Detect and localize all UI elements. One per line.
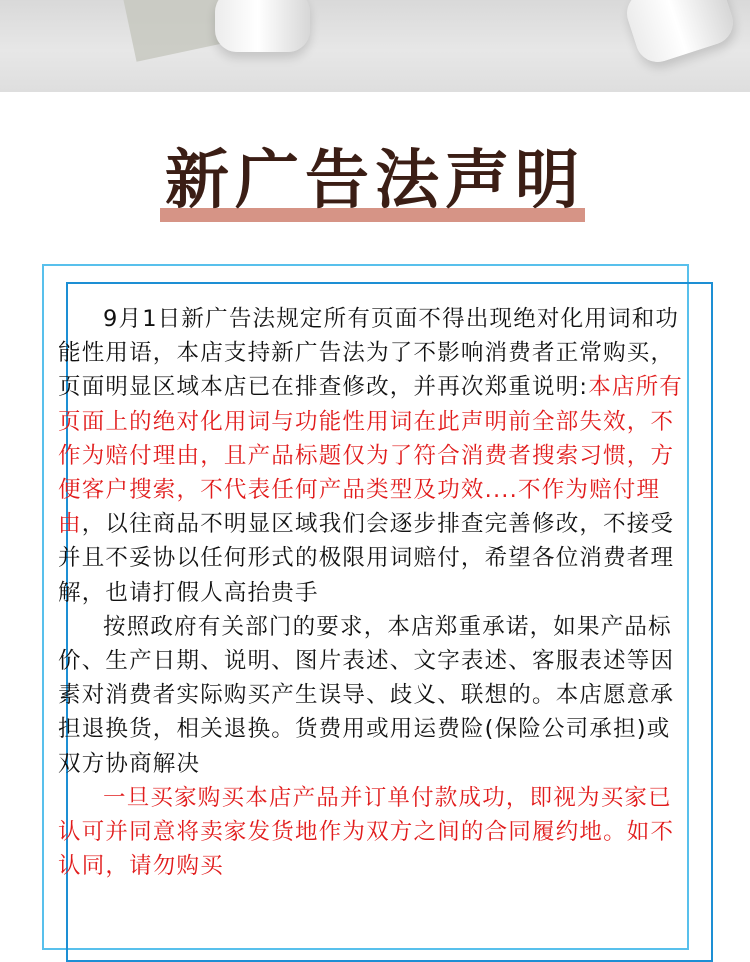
paragraph-2-text: 按照政府有关部门的要求，本店郑重承诺，如果产品标价、生产日期、说明、图片表述、文字表述、客服表述等因素对消费者实际购买产生误导、歧义、联想的。本店愿意承担退换货，相关退换。货费用或用运费险(保险公司承担)或双方协商解决 [58,613,675,777]
paragraph-1-text-b: ，以往商品不明显区域我们会逐步排查完善修改，不接受并且不妥协以任何形式的极限用词赔付，希望各位消费者理解，也请打假人高抬贵手 [58,511,675,606]
paragraph-1 [58,302,694,610]
paragraph-3-red-text: 一旦买家购买本店产品并订单付款成功，即视为买家已认可并同意将卖家发货地作为双方之间的合同履约地。如不认同，请勿购买 [58,784,675,880]
photo-bottle-shape [215,0,310,52]
paragraph-1-red-text: 本店所有页面上的绝对化用词与功能性用词在此声明前全部失效，不作为赔付理由，且产品标题仅为了符合消费者搜索习惯，方便客户搜索，不代表任何产品类型及功效....不作为赔付理由 [58,374,683,538]
product-photo-banner [0,0,750,92]
paragraph-3 [58,781,694,884]
page-title: 新广告法声明 [165,143,585,218]
photo-bottle-shape-2 [621,0,738,68]
statement-body [58,302,694,883]
title-block [0,140,750,230]
paragraph-1-text-a: 9月1日新广告法规定所有页面不得出现绝对化用词和功能性用语，本店支持新广告法为了不影响消费者正常购买，页面明显区域本店已在排查修改，并再次郑重说明: [58,306,680,401]
paragraph-2 [58,610,694,781]
